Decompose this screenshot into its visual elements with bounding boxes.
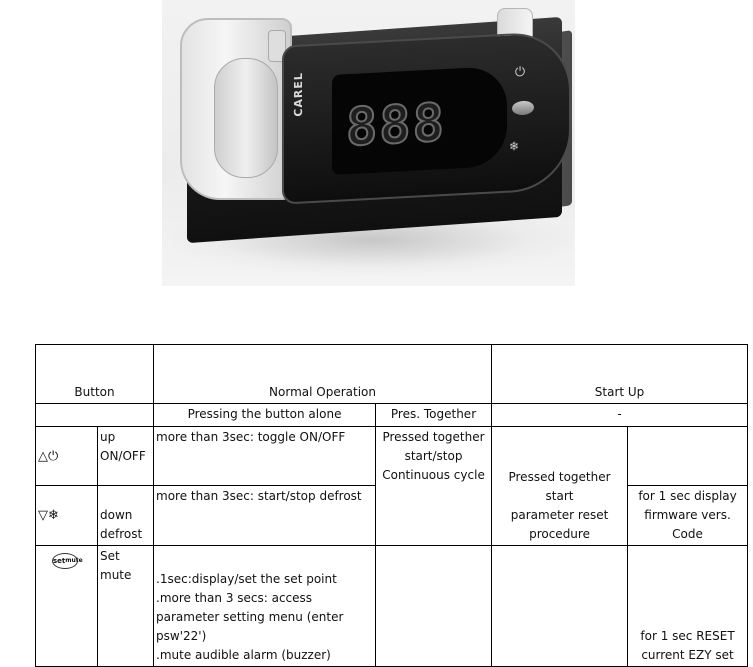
startup-down-line-3: Code xyxy=(672,527,703,541)
subheader-pres-together: Pres. Together xyxy=(376,404,492,427)
set-button xyxy=(512,100,534,115)
display-digits: 888 xyxy=(346,92,446,159)
startup-pressed-cell xyxy=(492,427,628,546)
startup-up-empty xyxy=(628,427,748,486)
up-alone-cell: more than 3sec: toggle ON/OFF xyxy=(154,427,376,486)
set-startup-pressed-empty xyxy=(492,546,628,667)
header-start-up: Start Up xyxy=(492,345,748,404)
down-name-sub: defrost xyxy=(100,527,143,541)
set-icon-cell xyxy=(36,546,98,667)
down-alone-cell: more than 3sec: start/stop defrost xyxy=(154,486,376,546)
button-function-table xyxy=(35,344,748,667)
device-front-panel xyxy=(282,30,571,204)
mounting-clip-left xyxy=(180,18,292,200)
device-photo xyxy=(162,0,575,286)
subheader-pressing-alone: Pressing the button alone xyxy=(154,404,376,427)
down-name-cell xyxy=(98,486,154,546)
together-line-2: start/stop xyxy=(404,449,463,463)
subheader-empty xyxy=(36,404,154,427)
together-line-3: Continuous cycle xyxy=(382,468,485,482)
up-power-icon: △⏻ xyxy=(38,448,59,464)
up-icon-cell xyxy=(36,427,98,486)
startup-pressed-line-3: procedure xyxy=(529,527,590,541)
defrost-button-icon: ❄ xyxy=(509,139,520,154)
subheader-startup-dash: - xyxy=(492,404,748,427)
set-alone-line-3: parameter setting menu (enter xyxy=(156,610,344,624)
power-button-icon: ⏻ xyxy=(514,64,526,81)
set-alone-cell xyxy=(154,546,376,667)
set-together-empty xyxy=(376,546,492,667)
startup-down-line-2: firmware vers. xyxy=(644,508,731,522)
set-alone-line-5: .mute audible alarm (buzzer) xyxy=(156,648,331,662)
startup-pressed-line-2: parameter reset xyxy=(510,508,609,522)
set-name-cell: Set mute xyxy=(98,546,154,667)
up-name-cell xyxy=(98,427,154,486)
together-line-1: Pressed together xyxy=(382,430,485,444)
set-alone-line-1: .1sec:display/set the set point xyxy=(156,572,337,586)
startup-set-line-2: current EZY set xyxy=(641,648,734,662)
led-display xyxy=(332,66,507,175)
up-name: up xyxy=(100,430,116,444)
set-alone-line-2: .more than 3 secs: access xyxy=(156,591,313,605)
together-cell xyxy=(376,427,492,546)
header-button: Button xyxy=(36,345,154,404)
brand-logo: CAREL xyxy=(292,71,305,118)
down-defrost-icon: ▽❄ xyxy=(38,508,59,523)
startup-set-line-1: for 1 sec RESET xyxy=(640,629,735,643)
startup-down-cell xyxy=(628,486,748,546)
down-icon-cell xyxy=(36,486,98,546)
set-mute-icon: setmute xyxy=(52,553,78,569)
header-normal-operation: Normal Operation xyxy=(154,345,492,404)
startup-set-cell xyxy=(628,546,748,667)
mounting-clip-knob xyxy=(214,58,278,178)
up-name-sub: ON/OFF xyxy=(100,449,146,463)
set-alone-line-4: psw'22') xyxy=(156,629,207,643)
startup-pressed-line-1: Pressed together start xyxy=(508,470,611,503)
down-name: down xyxy=(100,508,133,522)
startup-down-line-1: for 1 sec display xyxy=(638,489,737,503)
